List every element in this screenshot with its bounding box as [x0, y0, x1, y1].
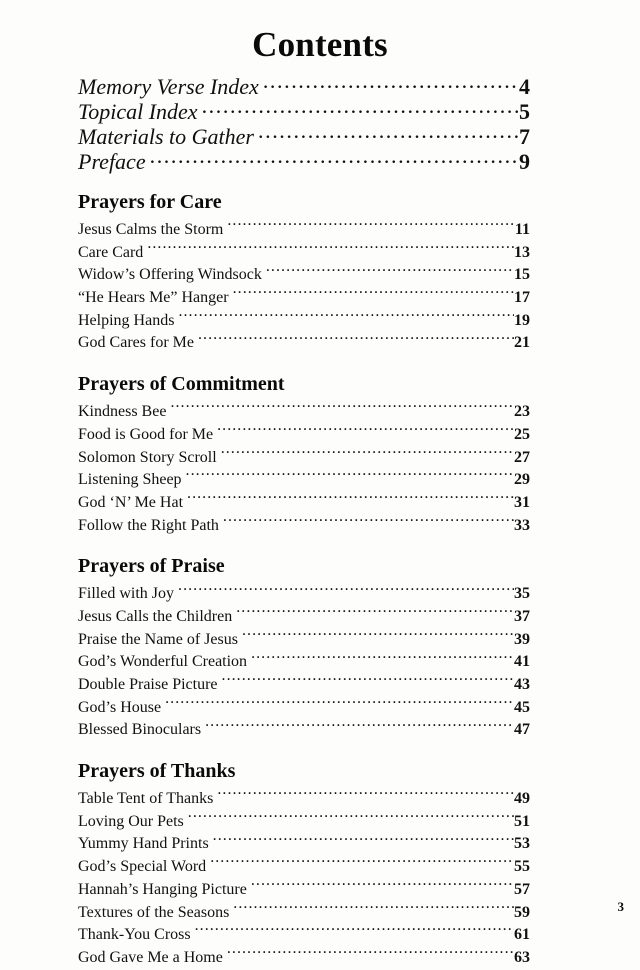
- toc-entry-page-number: 31: [514, 493, 530, 511]
- toc-entry[interactable]: [78, 923, 530, 946]
- toc-entry-page-number: 21: [514, 334, 530, 352]
- toc-entry[interactable]: [78, 628, 530, 651]
- toc-entry-page-number: 55: [514, 858, 530, 876]
- toc-entry[interactable]: [78, 673, 530, 696]
- toc-entry[interactable]: [78, 605, 530, 628]
- toc-entry-label: God’s Special Word: [78, 858, 207, 876]
- toc-entry-page-number: 59: [514, 903, 530, 921]
- toc-entry-page-number: 27: [514, 448, 530, 466]
- toc-entry-label: Materials to Gather: [78, 124, 254, 149]
- dot-leader: [178, 309, 514, 325]
- toc-entry[interactable]: [78, 696, 530, 719]
- toc-entry-label: Loving Our Pets: [78, 812, 184, 830]
- dot-leader: [251, 650, 514, 666]
- toc-entry-page-number: 25: [514, 425, 530, 443]
- toc-entry-label: Food is Good for Me: [78, 425, 214, 443]
- toc-entry[interactable]: [78, 787, 530, 810]
- toc-entry[interactable]: [78, 446, 530, 469]
- toc-entry-label: Care Card: [78, 243, 144, 261]
- toc-entry[interactable]: [78, 650, 530, 673]
- dot-leader: [217, 787, 514, 803]
- toc-entry[interactable]: [78, 72, 530, 97]
- toc-entry-label: Kindness Bee: [78, 403, 167, 421]
- toc-entry[interactable]: [78, 855, 530, 878]
- toc-entry-page-number: 19: [514, 311, 530, 329]
- toc-entry-label: Yummy Hand Prints: [78, 835, 209, 853]
- toc-entry-label: Solomon Story Scroll: [78, 448, 217, 466]
- toc-entry[interactable]: [78, 582, 530, 605]
- toc-entry-label: God Cares for Me: [78, 334, 194, 352]
- toc-entry-label: Helping Hands: [78, 311, 175, 329]
- toc-entry-page-number: 35: [514, 585, 530, 603]
- toc-entry-label: Blessed Binoculars: [78, 721, 202, 739]
- toc-entry-label: God ‘N’ Me Hat: [78, 493, 184, 511]
- dot-leader: [233, 286, 514, 302]
- toc-entry-page-number: 11: [514, 221, 530, 238]
- toc-entry-page-number: 39: [514, 630, 530, 648]
- toc-entry-label: Topical Index: [78, 99, 198, 124]
- page-number-folio: 3: [617, 899, 624, 914]
- toc-entry-page-number: 49: [514, 790, 530, 808]
- dot-leader: [263, 72, 519, 94]
- dot-leader: [251, 878, 514, 894]
- dot-leader: [210, 855, 514, 871]
- toc-entry-page-number: 13: [514, 243, 530, 261]
- toc-entry-page-number: 51: [514, 812, 530, 830]
- toc-entry[interactable]: [78, 97, 530, 122]
- toc-entry-page-number: 41: [514, 653, 530, 671]
- toc-entry-label: Follow the Right Path: [78, 516, 219, 534]
- toc-entry-label: Listening Sheep: [78, 471, 182, 489]
- toc-entry-page-number: 47: [514, 721, 530, 739]
- toc-entry-label: Filled with Joy: [78, 585, 175, 603]
- toc-entry[interactable]: [78, 832, 530, 855]
- toc-entry-page-number: 5: [519, 99, 530, 124]
- toc-entry[interactable]: [78, 122, 530, 147]
- dot-leader: [147, 241, 514, 257]
- dot-leader: [213, 832, 514, 848]
- toc-entry-page-number: 57: [514, 880, 530, 898]
- toc-entry[interactable]: [78, 263, 530, 286]
- toc-section: [0, 554, 640, 741]
- toc-entry-label: Memory Verse Index: [78, 74, 259, 99]
- dot-leader: [170, 400, 514, 416]
- dot-leader: [202, 97, 519, 119]
- toc-entry[interactable]: [78, 901, 530, 924]
- dot-leader: [165, 696, 514, 712]
- toc-entry[interactable]: [78, 491, 530, 514]
- toc-entry-label: God’s Wonderful Creation: [78, 653, 248, 671]
- dot-leader: [217, 423, 514, 439]
- toc-entry-page-number: 4: [519, 74, 530, 99]
- dot-leader: [222, 673, 514, 689]
- sections-container: [0, 190, 640, 969]
- toc-entry[interactable]: [78, 331, 530, 354]
- toc-entry-page-number: 53: [514, 835, 530, 853]
- toc-section-heading: Prayers of Thanks: [78, 760, 236, 783]
- dot-leader: [178, 582, 514, 598]
- toc-entry-label: Thank-You Cross: [78, 926, 191, 944]
- toc-section: [0, 759, 640, 969]
- toc-entry-label: Jesus Calls the Children: [78, 607, 233, 625]
- toc-entry[interactable]: [78, 218, 530, 241]
- dot-leader: [223, 514, 514, 530]
- dot-leader: [266, 263, 514, 279]
- dot-leader: [227, 218, 515, 234]
- toc-entry[interactable]: [78, 241, 530, 264]
- toc-entry-label: Table Tent of Thanks: [78, 790, 214, 808]
- toc-entry[interactable]: [78, 514, 530, 537]
- dot-leader: [150, 147, 519, 169]
- dot-leader: [198, 331, 514, 347]
- toc-entry-page-number: 29: [514, 471, 530, 489]
- toc-entry-page-number: 17: [514, 289, 530, 307]
- page-title: Contents: [252, 25, 388, 64]
- toc-entry-label: Hannah’s Hanging Picture: [78, 880, 247, 898]
- toc-entry-page-number: 45: [514, 698, 530, 716]
- dot-leader: [205, 718, 514, 734]
- toc-entry-label: God Gave Me a Home: [78, 948, 223, 966]
- toc-entry-page-number: 23: [514, 403, 530, 421]
- toc-entry[interactable]: [78, 468, 530, 491]
- toc-entry[interactable]: [78, 147, 530, 172]
- toc-section-heading: Prayers of Commitment: [78, 373, 285, 396]
- toc-section: [0, 372, 640, 536]
- toc-entry-label: “He Hears Me” Hanger: [78, 289, 229, 307]
- dot-leader: [195, 923, 514, 939]
- toc-entry-page-number: 33: [514, 516, 530, 534]
- toc-entry-label: Textures of the Seasons: [78, 903, 230, 921]
- toc-entry-label: Widow’s Offering Windsock: [78, 266, 262, 284]
- dot-leader: [242, 628, 514, 644]
- toc-entry-page-number: 9: [519, 149, 530, 174]
- dot-leader: [221, 446, 514, 462]
- toc-entry[interactable]: [78, 878, 530, 901]
- toc-entry-page-number: 7: [519, 124, 530, 149]
- toc-entry[interactable]: [78, 946, 530, 969]
- toc-section-heading: Prayers for Care: [78, 191, 222, 213]
- dot-leader: [186, 468, 514, 484]
- toc-entry[interactable]: [78, 400, 530, 423]
- toc-entry-label: Jesus Calms the Storm: [78, 221, 224, 238]
- toc-entry-label: Double Praise Picture: [78, 676, 218, 693]
- front-matter-list: [0, 72, 640, 172]
- dot-leader: [233, 901, 514, 917]
- toc-entry-page-number: 37: [514, 607, 530, 625]
- toc-section-heading: Prayers of Praise: [78, 555, 225, 578]
- toc-entry-label: Preface: [78, 149, 146, 174]
- toc-entry-page-number: 61: [514, 926, 530, 944]
- dot-leader: [187, 491, 514, 507]
- toc-entry-page-number: 15: [514, 266, 530, 284]
- toc-entry[interactable]: [78, 286, 530, 309]
- toc-section: [0, 190, 640, 354]
- toc-entry-label: Praise the Name of Jesus: [78, 630, 238, 648]
- dot-leader: [258, 122, 519, 144]
- toc-entry-page-number: 43: [514, 676, 530, 693]
- toc-entry[interactable]: [78, 810, 530, 833]
- dot-leader: [188, 810, 514, 826]
- dot-leader: [236, 605, 514, 621]
- toc-entry-label: God’s House: [78, 698, 162, 716]
- toc-entry[interactable]: [78, 423, 530, 446]
- toc-entry[interactable]: [78, 718, 530, 741]
- dot-leader: [227, 946, 514, 962]
- toc-entry[interactable]: [78, 309, 530, 332]
- toc-entry-page-number: 63: [514, 948, 530, 966]
